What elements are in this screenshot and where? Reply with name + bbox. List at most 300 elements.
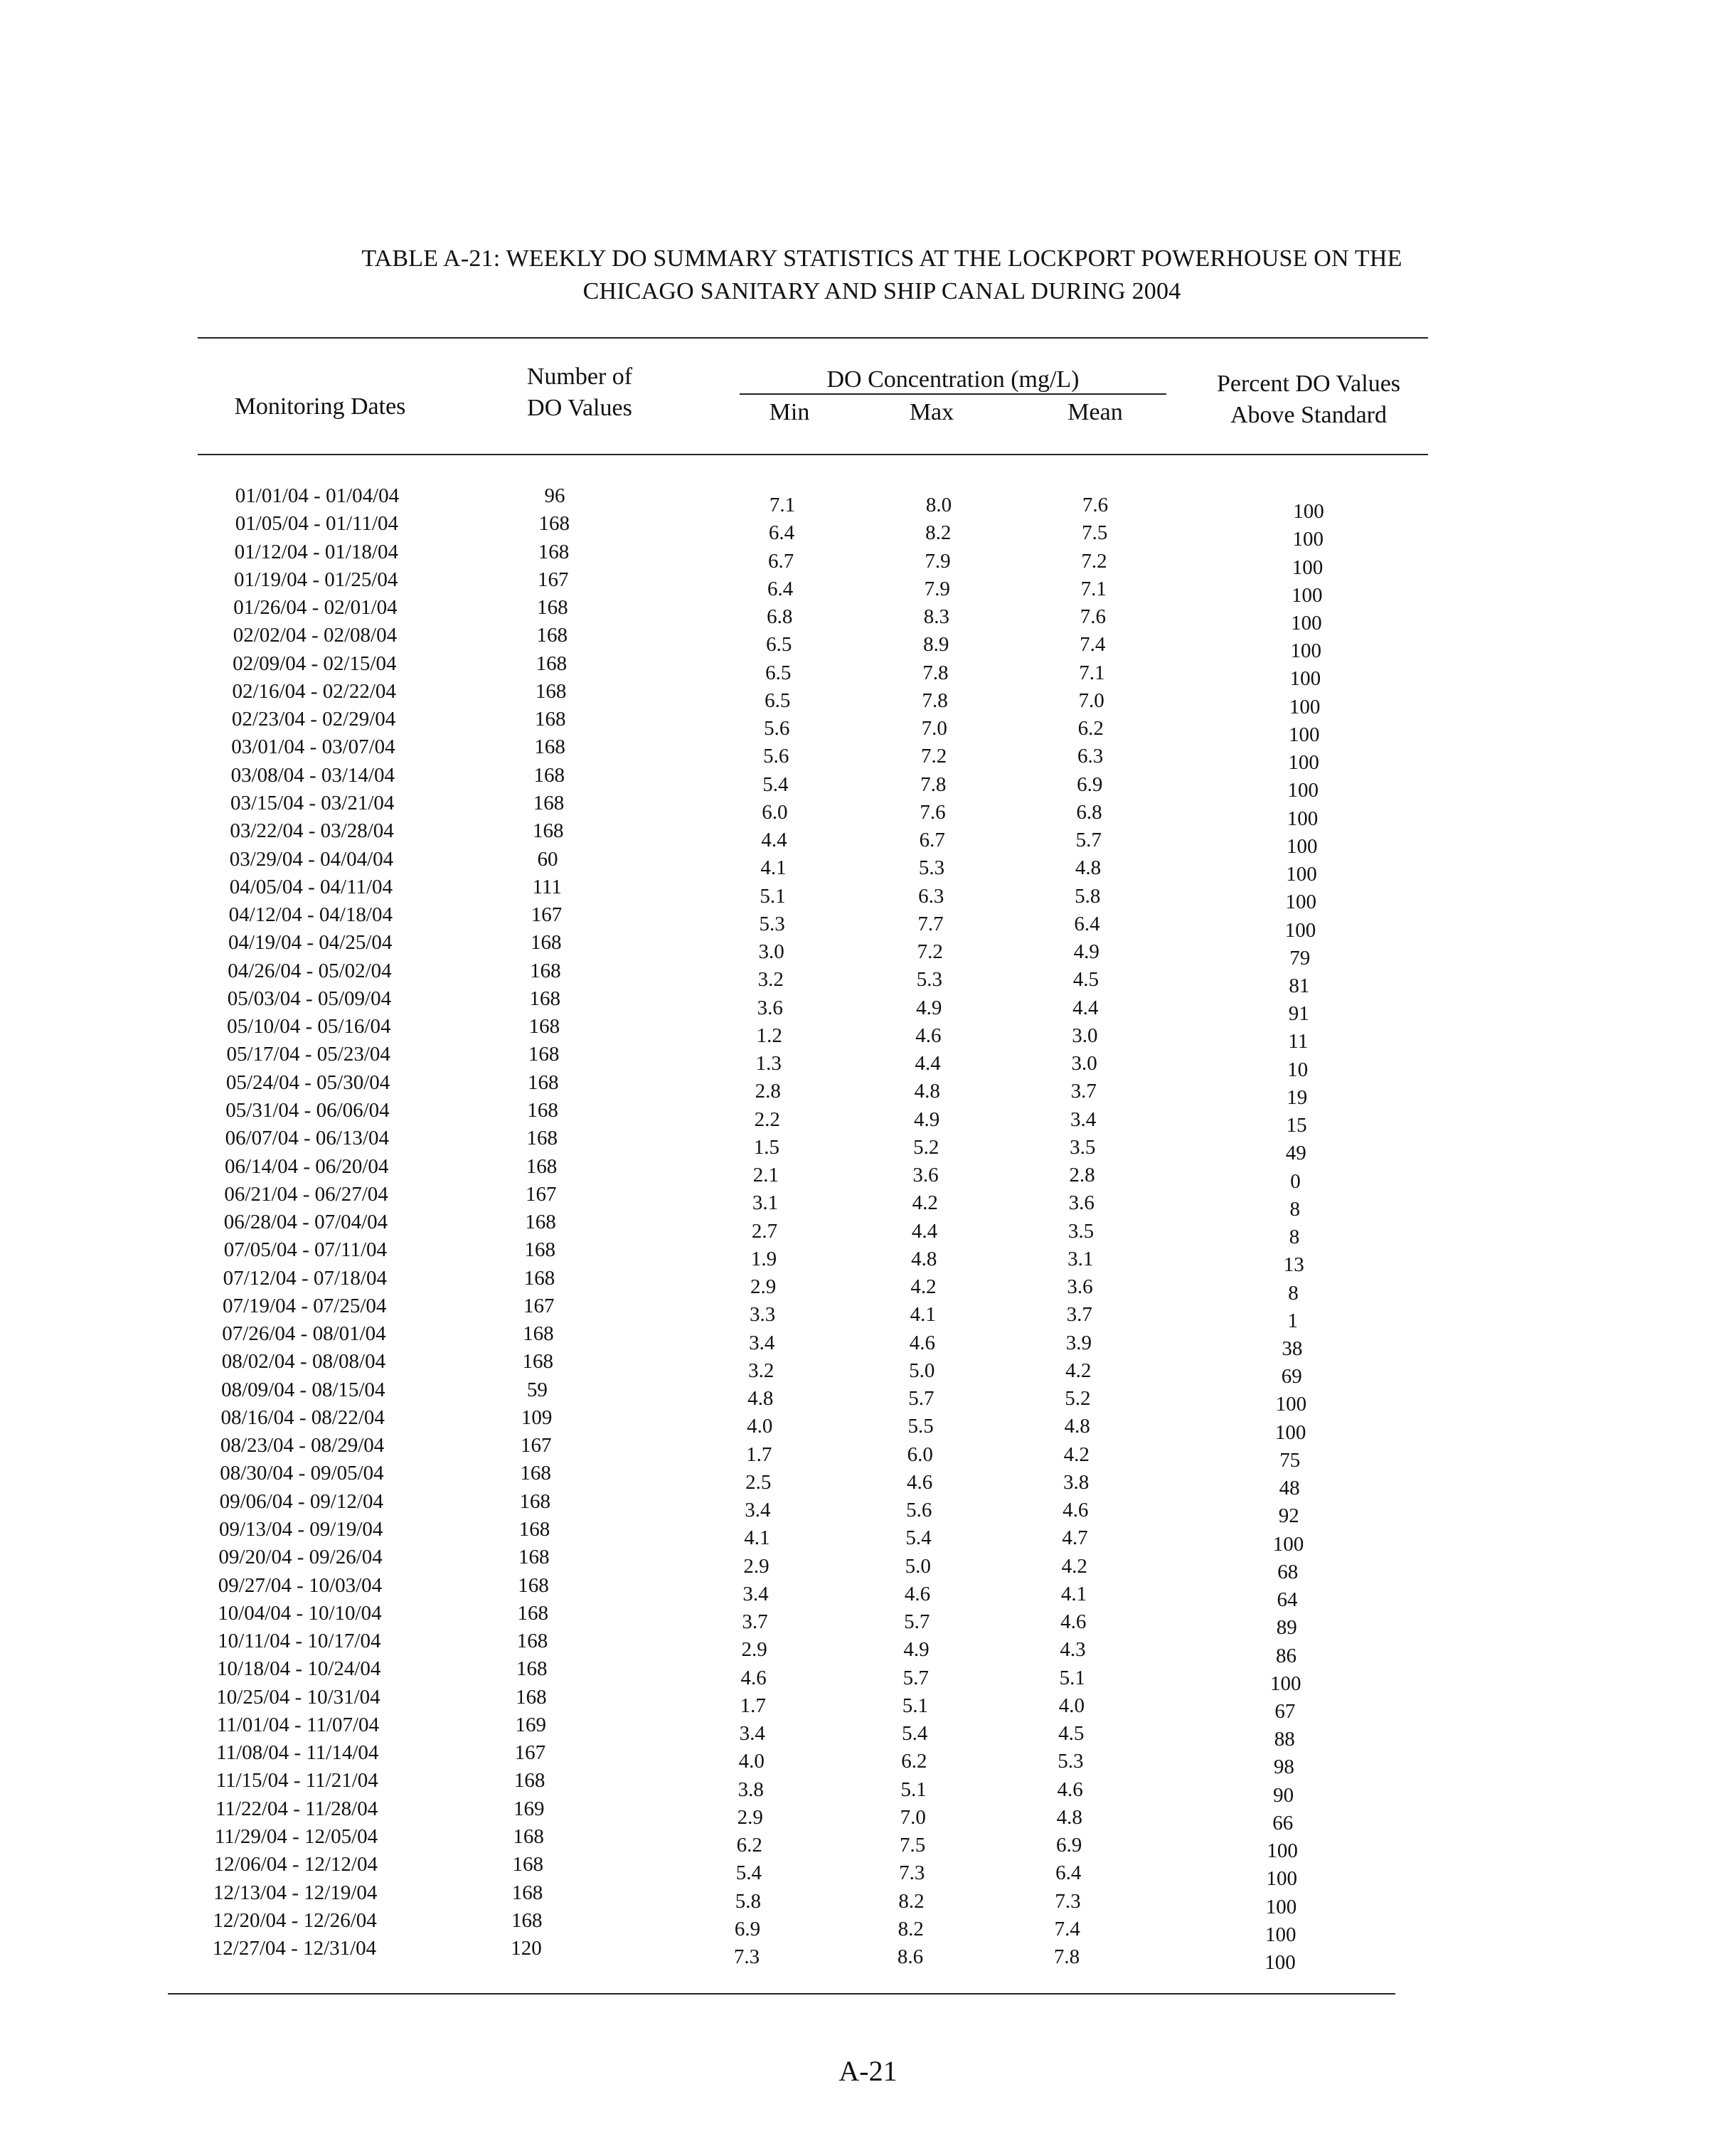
cell-dates: 07/05/04 - 07/11/04 (223, 1238, 388, 1262)
cell-max: 5.7 (908, 1387, 934, 1410)
cell-dates: 06/14/04 - 06/20/04 (224, 1154, 389, 1178)
cell-dates: 01/26/04 - 02/01/04 (233, 596, 398, 620)
cell-count: 168 (516, 1685, 547, 1709)
cell-mean: 5.2 (1065, 1387, 1091, 1410)
cell-min: 3.2 (748, 1359, 774, 1382)
cell-min: 1.7 (740, 1694, 766, 1717)
cell-dates: 10/04/04 - 10/10/04 (218, 1601, 382, 1625)
cell-dates: 12/13/04 - 12/19/04 (213, 1881, 378, 1904)
cell-min: 3.8 (737, 1778, 764, 1801)
cell-max: 8.3 (923, 605, 950, 628)
cell-max: 4.2 (912, 1191, 938, 1215)
cell-pct: 81 (1289, 974, 1310, 997)
cell-mean: 3.6 (1068, 1191, 1095, 1215)
cell-min: 4.8 (747, 1387, 774, 1410)
cell-count: 169 (513, 1797, 545, 1820)
cell-dates: 01/05/04 - 01/11/04 (235, 512, 399, 536)
cell-dates: 01/12/04 - 01/18/04 (234, 540, 398, 563)
cell-min: 4.0 (747, 1415, 773, 1438)
cell-pct: 100 (1286, 863, 1317, 886)
cell-count: 167 (537, 568, 569, 591)
cell-max: 6.3 (918, 884, 944, 908)
cell-max: 4.6 (904, 1582, 931, 1605)
cell-dates: 11/22/04 - 11/28/04 (215, 1797, 378, 1820)
cell-min: 5.8 (735, 1889, 762, 1913)
cell-pct: 89 (1276, 1616, 1297, 1640)
cell-max: 4.8 (911, 1247, 937, 1270)
cell-mean: 4.0 (1058, 1694, 1085, 1717)
header-do-concentration: DO Concentration (mg/L) (826, 366, 1080, 393)
cell-max: 4.1 (910, 1303, 936, 1327)
cell-mean: 7.1 (1079, 661, 1105, 684)
cell-pct: 1 (1287, 1309, 1298, 1332)
cell-max: 5.4 (905, 1526, 932, 1550)
cell-min: 1.2 (756, 1024, 782, 1047)
cell-count: 168 (511, 1881, 543, 1904)
cell-max: 4.9 (913, 1108, 940, 1131)
cell-mean: 6.4 (1055, 1861, 1082, 1885)
cell-dates: 12/27/04 - 12/31/04 (212, 1937, 377, 1960)
cell-mean: 3.6 (1067, 1275, 1093, 1298)
cell-max: 7.2 (920, 745, 947, 768)
cell-pct: 100 (1265, 1923, 1296, 1946)
cell-min: 6.7 (767, 549, 794, 573)
cell-min: 6.2 (736, 1834, 762, 1857)
cell-pct: 100 (1284, 918, 1316, 942)
cell-mean: 3.0 (1072, 1024, 1098, 1047)
cell-count: 168 (534, 735, 565, 759)
cell-pct: 38 (1282, 1337, 1303, 1360)
cell-max: 7.5 (899, 1834, 926, 1857)
cell-pct: 100 (1265, 1895, 1297, 1918)
cell-mean: 4.2 (1065, 1359, 1092, 1382)
cell-mean: 3.1 (1067, 1247, 1094, 1270)
cell-max: 7.8 (920, 772, 947, 796)
cell-count: 168 (533, 792, 565, 814)
cell-min: 2.2 (754, 1108, 780, 1131)
cell-count: 168 (528, 1071, 559, 1094)
cell-min: 2.9 (743, 1554, 770, 1578)
cell-mean: 7.6 (1080, 605, 1107, 628)
cell-count: 168 (538, 512, 570, 536)
cell-count: 168 (511, 1908, 543, 1932)
cell-pct: 64 (1277, 1588, 1298, 1611)
cell-max: 6.0 (907, 1443, 933, 1466)
cell-max: 7.8 (922, 689, 948, 712)
cell-min: 5.6 (763, 745, 789, 768)
cell-min: 2.1 (752, 1164, 779, 1186)
cell-max: 4.8 (914, 1080, 940, 1103)
cell-max: 5.3 (916, 968, 943, 992)
cell-min: 4.0 (738, 1750, 765, 1773)
cell-max: 6.2 (901, 1750, 927, 1773)
cell-mean: 3.7 (1070, 1080, 1097, 1103)
cell-min: 1.3 (755, 1052, 782, 1075)
cell-dates: 03/08/04 - 03/14/04 (230, 763, 395, 787)
cell-count: 111 (532, 875, 562, 898)
cell-max: 5.4 (902, 1722, 928, 1745)
cell-pct: 100 (1292, 528, 1324, 551)
cell-max: 8.2 (898, 1889, 925, 1913)
cell-pct: 100 (1289, 695, 1321, 718)
cell-min: 4.1 (760, 856, 787, 880)
cell-max: 7.3 (899, 1861, 925, 1885)
cell-max: 5.3 (918, 856, 945, 880)
header-monitoring-dates: Monitoring Dates (234, 393, 406, 420)
cell-min: 5.3 (759, 912, 785, 935)
cell-dates: 06/21/04 - 06/27/04 (224, 1182, 388, 1206)
cell-mean: 3.4 (1070, 1108, 1097, 1131)
cell-mean: 4.8 (1075, 856, 1102, 880)
cell-count: 168 (528, 1043, 560, 1066)
cell-count: 168 (522, 1350, 553, 1374)
cell-min: 1.7 (746, 1443, 772, 1466)
cell-pct: 90 (1273, 1783, 1294, 1807)
cell-dates: 02/02/04 - 02/08/04 (233, 624, 398, 647)
cell-mean: 4.7 (1062, 1526, 1088, 1550)
cell-dates: 04/12/04 - 04/18/04 (228, 903, 393, 926)
cell-pct: 100 (1292, 556, 1324, 579)
cell-count: 168 (529, 987, 560, 1010)
cell-dates: 04/19/04 - 04/25/04 (228, 931, 393, 955)
cell-max: 4.6 (909, 1331, 936, 1354)
cell-min: 1.9 (750, 1247, 777, 1270)
cell-dates: 07/19/04 - 07/25/04 (222, 1294, 387, 1317)
cell-max: 7.8 (922, 661, 949, 684)
cell-count: 168 (513, 1825, 544, 1848)
cell-count: 120 (511, 1937, 542, 1960)
cell-pct: 100 (1287, 779, 1319, 802)
cell-min: 3.4 (749, 1331, 775, 1354)
cell-mean: 6.4 (1074, 912, 1100, 935)
cell-count: 168 (527, 1098, 558, 1122)
cell-pct: 88 (1274, 1728, 1295, 1751)
cell-count: 168 (519, 1489, 551, 1513)
cell-max: 4.9 (916, 996, 942, 1019)
cell-mean: 4.6 (1057, 1778, 1083, 1801)
cell-dates: 04/26/04 - 05/02/04 (228, 959, 392, 982)
table-title-line2: CHICAGO SANITARY AND SHIP CANAL DURING 2004 (582, 278, 1181, 304)
cell-count: 167 (526, 1182, 557, 1206)
cell-max: 8.0 (925, 494, 952, 516)
cell-count: 168 (524, 1238, 555, 1262)
cell-mean: 3.8 (1063, 1470, 1090, 1494)
cell-count: 168 (516, 1657, 548, 1681)
cell-count: 168 (523, 1266, 555, 1290)
cell-pct: 68 (1277, 1560, 1299, 1583)
cell-count: 168 (538, 540, 570, 563)
header-bottom-rule (198, 454, 1428, 455)
cell-min: 3.0 (758, 940, 784, 963)
header-number-of: Number of (526, 363, 633, 390)
cell-pct: 100 (1289, 723, 1320, 746)
cell-pct: 100 (1264, 1951, 1296, 1974)
cell-min: 5.4 (735, 1861, 762, 1885)
cell-mean: 4.4 (1072, 996, 1099, 1019)
cell-dates: 09/27/04 - 10/03/04 (218, 1573, 383, 1597)
cell-mean: 3.5 (1067, 1219, 1095, 1243)
cell-dates: 08/02/04 - 08/08/04 (221, 1350, 386, 1374)
cell-dates: 11/29/04 - 12/05/04 (214, 1825, 378, 1848)
cell-mean: 7.1 (1080, 577, 1107, 600)
cell-count: 168 (536, 624, 568, 647)
cell-pct: 0 (1290, 1169, 1301, 1193)
cell-dates: 12/06/04 - 12/12/04 (213, 1853, 378, 1876)
cell-pct: 100 (1274, 1420, 1306, 1444)
cell-count: 59 (526, 1378, 548, 1401)
header-above-standard: Above Standard (1230, 402, 1387, 428)
cell-dates: 01/19/04 - 01/25/04 (233, 568, 398, 591)
cell-pct: 92 (1278, 1504, 1299, 1528)
cell-mean: 4.3 (1060, 1638, 1086, 1662)
cell-dates: 08/30/04 - 09/05/04 (220, 1462, 384, 1485)
cell-mean: 2.8 (1069, 1164, 1095, 1186)
cell-count: 168 (518, 1546, 550, 1569)
cell-count: 168 (513, 1769, 545, 1792)
cell-dates: 10/11/04 - 10/17/04 (218, 1630, 381, 1652)
cell-mean: 7.4 (1054, 1917, 1080, 1940)
cell-count: 168 (535, 679, 567, 703)
cell-pct: 91 (1288, 1002, 1309, 1026)
cell-pct: 79 (1289, 946, 1311, 970)
cell-min: 5.1 (760, 884, 786, 908)
cell-min: 6.9 (734, 1917, 761, 1940)
cell-pct: 8 (1289, 1197, 1301, 1221)
cell-mean: 3.7 (1066, 1303, 1092, 1327)
cell-pct: 98 (1273, 1756, 1294, 1779)
cell-pct: 100 (1289, 667, 1321, 691)
cell-pct: 49 (1285, 1142, 1306, 1165)
cell-count: 168 (530, 959, 561, 982)
cell-pct: 100 (1275, 1393, 1307, 1416)
cell-pct: 8 (1289, 1226, 1300, 1248)
header-max: Max (909, 399, 954, 425)
cell-mean: 6.3 (1077, 745, 1104, 768)
cell-mean: 4.5 (1058, 1722, 1085, 1745)
cell-mean: 7.4 (1080, 633, 1106, 657)
cell-count: 168 (516, 1630, 548, 1652)
cell-mean: 6.2 (1077, 717, 1104, 740)
cell-max: 5.5 (907, 1415, 934, 1438)
cell-mean: 4.6 (1060, 1610, 1087, 1633)
cell-pct: 8 (1288, 1281, 1299, 1305)
cell-mean: 7.5 (1082, 521, 1108, 545)
cell-dates: 06/28/04 - 07/04/04 (223, 1211, 388, 1233)
cell-count: 96 (544, 484, 565, 507)
cell-pct: 100 (1288, 751, 1319, 775)
cell-mean: 7.6 (1082, 494, 1109, 516)
header-mean: Mean (1067, 399, 1123, 425)
cell-max: 4.4 (911, 1219, 938, 1243)
cell-count: 109 (521, 1406, 553, 1429)
cell-min: 3.6 (757, 996, 783, 1019)
cell-pct: 100 (1269, 1672, 1301, 1695)
cell-dates: 12/20/04 - 12/26/04 (213, 1908, 377, 1932)
cell-mean: 4.2 (1063, 1443, 1090, 1466)
cell-count: 168 (512, 1853, 544, 1876)
cell-pct: 100 (1287, 807, 1319, 830)
cell-min: 5.6 (764, 717, 790, 740)
cell-mean: 6.9 (1077, 772, 1103, 796)
cell-count: 60 (537, 847, 558, 871)
cell-pct: 86 (1276, 1644, 1296, 1667)
table-bottom-rule (168, 1993, 1395, 1995)
cell-dates: 02/09/04 - 02/15/04 (233, 652, 397, 675)
cell-pct: 100 (1266, 1867, 1298, 1891)
cell-dates: 11/01/04 - 11/07/04 (216, 1713, 379, 1736)
header-min: Min (769, 399, 810, 425)
cell-min: 3.7 (742, 1610, 768, 1633)
cell-dates: 08/23/04 - 08/29/04 (220, 1434, 385, 1457)
cell-max: 7.0 (900, 1805, 926, 1829)
cell-count: 168 (533, 819, 564, 843)
cell-max: 4.4 (915, 1052, 941, 1075)
cell-pct: 100 (1291, 583, 1323, 607)
cell-pct: 15 (1286, 1114, 1307, 1137)
cell-pct: 13 (1283, 1253, 1304, 1277)
cell-dates: 01/01/04 - 01/04/04 (235, 484, 400, 507)
cell-mean: 4.6 (1063, 1499, 1089, 1521)
cell-mean: 5.8 (1075, 884, 1101, 908)
cell-min: 2.9 (737, 1805, 763, 1829)
cell-count: 168 (520, 1462, 551, 1485)
cell-count: 168 (533, 763, 565, 787)
cell-mean: 4.8 (1056, 1805, 1082, 1829)
cell-mean: 5.3 (1058, 1750, 1084, 1773)
cell-dates: 09/20/04 - 09/26/04 (218, 1546, 383, 1569)
cell-min: 6.5 (765, 661, 792, 684)
cell-dates: 03/29/04 - 04/04/04 (229, 847, 394, 871)
cell-mean: 4.1 (1060, 1582, 1087, 1605)
cell-max: 5.7 (904, 1610, 930, 1633)
cell-min: 3.4 (745, 1499, 771, 1521)
cell-mean: 5.7 (1075, 829, 1102, 851)
cell-max: 7.9 (925, 549, 951, 573)
cell-max: 5.2 (913, 1135, 939, 1159)
cell-min: 3.1 (752, 1191, 779, 1215)
cell-dates: 11/08/04 - 11/14/04 (216, 1741, 379, 1765)
cell-min: 4.1 (744, 1526, 770, 1550)
cell-max: 8.9 (923, 633, 949, 657)
cell-pct: 10 (1287, 1058, 1309, 1081)
cell-max: 7.6 (920, 800, 946, 824)
cell-max: 5.0 (905, 1554, 931, 1578)
cell-max: 4.9 (903, 1638, 930, 1662)
cell-min: 6.5 (765, 689, 791, 712)
cell-mean: 4.2 (1061, 1554, 1087, 1578)
cell-max: 5.6 (906, 1499, 932, 1521)
cell-dates: 06/07/04 - 06/13/04 (225, 1127, 389, 1150)
cell-min: 3.3 (749, 1303, 776, 1327)
cell-count: 168 (518, 1518, 550, 1541)
table-title-line1: TABLE A-21: WEEKLY DO SUMMARY STATISTICS AT THE LOCKPORT POWERHOUSE ON THE (361, 245, 1402, 272)
cell-count: 168 (537, 596, 568, 620)
cell-min: 7.1 (769, 494, 796, 516)
cell-count: 168 (528, 1015, 560, 1039)
cell-count: 168 (530, 931, 562, 955)
cell-dates: 05/10/04 - 05/16/04 (227, 1015, 391, 1039)
cell-min: 6.4 (767, 577, 794, 600)
cell-dates: 07/26/04 - 08/01/04 (222, 1322, 386, 1346)
cell-mean: 4.9 (1073, 940, 1099, 963)
cell-count: 167 (514, 1741, 546, 1765)
cell-max: 7.2 (917, 940, 943, 963)
cell-mean: 4.8 (1064, 1415, 1090, 1438)
cell-mean: 6.8 (1076, 800, 1102, 824)
cell-dates: 02/16/04 - 02/22/04 (232, 679, 396, 703)
cell-min: 6.5 (766, 633, 792, 657)
cell-count: 168 (526, 1154, 558, 1178)
cell-max: 5.0 (909, 1359, 935, 1382)
cell-dates: 04/05/04 - 04/11/04 (229, 875, 393, 898)
cell-dates: 02/23/04 - 02/29/04 (231, 708, 396, 731)
cell-min: 3.4 (739, 1722, 765, 1745)
cell-min: 2.9 (750, 1275, 777, 1298)
cell-pct: 100 (1272, 1532, 1304, 1556)
cell-min: 2.9 (741, 1638, 767, 1662)
cell-dates: 08/09/04 - 08/15/04 (221, 1378, 385, 1401)
cell-min: 3.2 (757, 968, 784, 992)
cell-dates: 03/15/04 - 03/21/04 (230, 792, 395, 814)
cell-min: 4.6 (740, 1666, 767, 1689)
cell-min: 7.3 (733, 1945, 760, 1968)
cell-pct: 100 (1287, 834, 1318, 858)
cell-dates: 08/16/04 - 08/22/04 (220, 1406, 385, 1429)
cell-max: 4.6 (915, 1024, 942, 1047)
cell-pct: 100 (1267, 1839, 1298, 1863)
cell-mean: 7.2 (1081, 549, 1107, 573)
cell-pct: 100 (1293, 500, 1324, 523)
cell-max: 3.6 (912, 1164, 939, 1186)
cell-pct: 66 (1272, 1811, 1294, 1834)
header-top-rule (198, 337, 1428, 339)
cell-min: 2.7 (751, 1219, 778, 1243)
cell-count: 167 (523, 1294, 555, 1317)
cell-dates: 05/17/04 - 05/23/04 (226, 1043, 390, 1066)
cell-count: 168 (535, 708, 566, 731)
cell-mean: 3.9 (1065, 1331, 1092, 1354)
cell-count: 168 (525, 1211, 556, 1233)
cell-pct: 75 (1279, 1448, 1301, 1472)
cell-min: 6.0 (762, 800, 788, 824)
cell-mean: 7.3 (1055, 1889, 1081, 1913)
cell-mean: 7.8 (1053, 1945, 1080, 1968)
cell-mean: 7.0 (1078, 689, 1104, 712)
cell-pct: 100 (1285, 891, 1316, 914)
cell-dates: 09/13/04 - 09/19/04 (218, 1518, 383, 1541)
cell-max: 5.7 (902, 1666, 929, 1689)
cell-dates: 05/31/04 - 06/06/04 (225, 1098, 390, 1122)
cell-count: 168 (536, 652, 568, 675)
cell-max: 5.1 (900, 1778, 927, 1801)
cell-dates: 11/15/04 - 11/21/04 (215, 1769, 378, 1792)
cell-max: 6.7 (919, 829, 945, 851)
cell-min: 6.8 (767, 605, 793, 628)
cell-mean: 6.9 (1055, 1834, 1082, 1857)
cell-pct: 19 (1287, 1085, 1308, 1109)
cell-max: 4.6 (906, 1470, 933, 1494)
cell-pct: 48 (1279, 1477, 1300, 1500)
cell-dates: 03/01/04 - 03/07/04 (231, 735, 395, 759)
cell-max: 4.2 (910, 1275, 937, 1298)
cell-min: 3.4 (742, 1582, 769, 1605)
cell-count: 168 (523, 1322, 554, 1346)
cell-max: 8.2 (898, 1917, 924, 1940)
cell-min: 1.5 (753, 1135, 780, 1159)
cell-max: 7.0 (921, 717, 947, 740)
cell-count: 168 (526, 1127, 558, 1150)
cell-dates: 07/12/04 - 07/18/04 (223, 1266, 387, 1290)
